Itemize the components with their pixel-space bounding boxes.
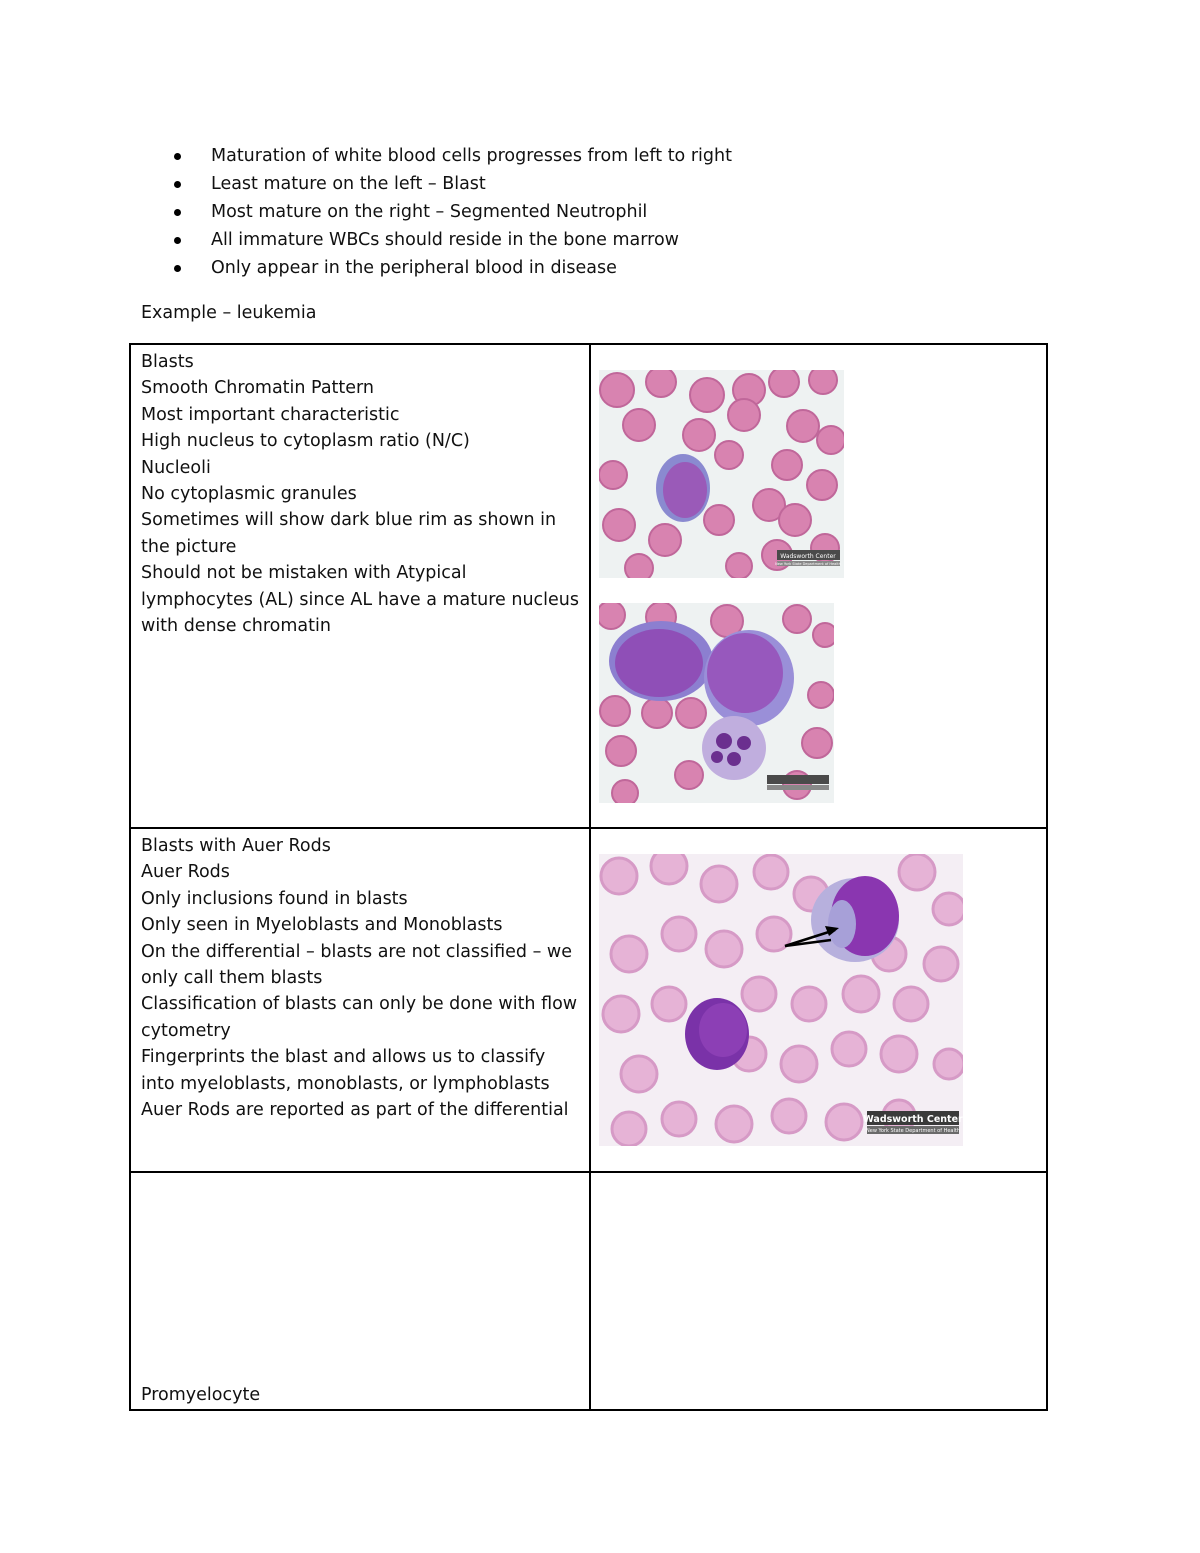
bullet-item: All immature WBCs should reside in the bone marrow	[211, 229, 679, 251]
text-line: Classification of blasts can only be done with flow	[141, 994, 578, 1015]
cell-table	[129, 343, 1048, 1411]
watermark-title: Wadsworth Center	[780, 553, 836, 560]
text-line: the picture	[141, 536, 237, 557]
blasts-image-cell	[590, 344, 1047, 828]
text-line: High nucleus to cytoplasm ratio (N/C)	[141, 431, 470, 452]
text-line: Sometimes will show dark blue rim as shown in	[141, 510, 557, 531]
bullet-dot-icon	[174, 153, 181, 160]
table-row	[130, 828, 1047, 1172]
text-line: lymphocytes (AL) since AL have a mature nucleus	[141, 589, 579, 610]
watermark-subtitle: New York State Department of Health	[775, 562, 841, 566]
text-line: Only seen in Myeloblasts and Monoblasts	[141, 915, 503, 936]
promyelocyte-label: Promyelocyte	[141, 1385, 261, 1405]
text-line: with dense chromatin	[141, 616, 331, 637]
text-line: On the differential – blasts are not classified – we	[141, 941, 572, 962]
text-line: Auer Rods are reported as part of the differential	[141, 1100, 569, 1121]
auer-rods-image-cell	[590, 828, 1047, 1172]
bullet-dot-icon	[174, 209, 181, 216]
text-line: Most important characteristic	[141, 404, 400, 425]
example-label: Example – leukemia	[141, 303, 317, 323]
promyelocyte-cell	[130, 1172, 590, 1410]
blast-micrograph-2	[599, 603, 834, 803]
text-line: Auer Rods	[141, 862, 230, 883]
watermark-title: Wadsworth Center	[863, 1114, 963, 1125]
blast-micrograph-1	[599, 370, 844, 578]
bullet-dot-icon	[174, 181, 181, 188]
auer-rods-description-cell	[130, 828, 590, 1172]
text-line: only call them blasts	[141, 968, 323, 989]
bullet-item: Most mature on the right – Segmented Neutrophil	[211, 201, 647, 223]
text-line: into myeloblasts, monoblasts, or lymphoblasts	[141, 1073, 550, 1094]
table-row	[130, 344, 1047, 828]
text-line: cytometry	[141, 1020, 231, 1041]
blasts-description-cell	[130, 344, 590, 828]
bullet-dot-icon	[174, 237, 181, 244]
watermark-subtitle: New York State Department of Health	[866, 1128, 960, 1134]
table-row	[130, 1172, 1047, 1410]
bullet-item: Maturation of white blood cells progresses from left to right	[211, 145, 732, 167]
text-line: Fingerprints the blast and allows us to classify	[141, 1047, 546, 1068]
bullet-item: Least mature on the left – Blast	[211, 173, 486, 195]
blasts-text	[131, 345, 589, 639]
text-line: Nucleoli	[141, 457, 211, 478]
text-line: No cytoplasmic granules	[141, 484, 357, 505]
bullet-dot-icon	[174, 265, 181, 272]
auer-rods-text	[131, 829, 589, 1123]
text-line: Smooth Chromatin Pattern	[141, 378, 375, 399]
bullet-item: Only appear in the peripheral blood in disease	[211, 257, 617, 279]
auer-rod-micrograph	[599, 854, 963, 1146]
empty-image-cell	[590, 1172, 1047, 1410]
text-line: Blasts with Auer Rods	[141, 836, 331, 856]
text-line: Should not be mistaken with Atypical	[141, 563, 467, 584]
text-line: Blasts	[141, 352, 194, 372]
text-line: Only inclusions found in blasts	[141, 888, 408, 909]
